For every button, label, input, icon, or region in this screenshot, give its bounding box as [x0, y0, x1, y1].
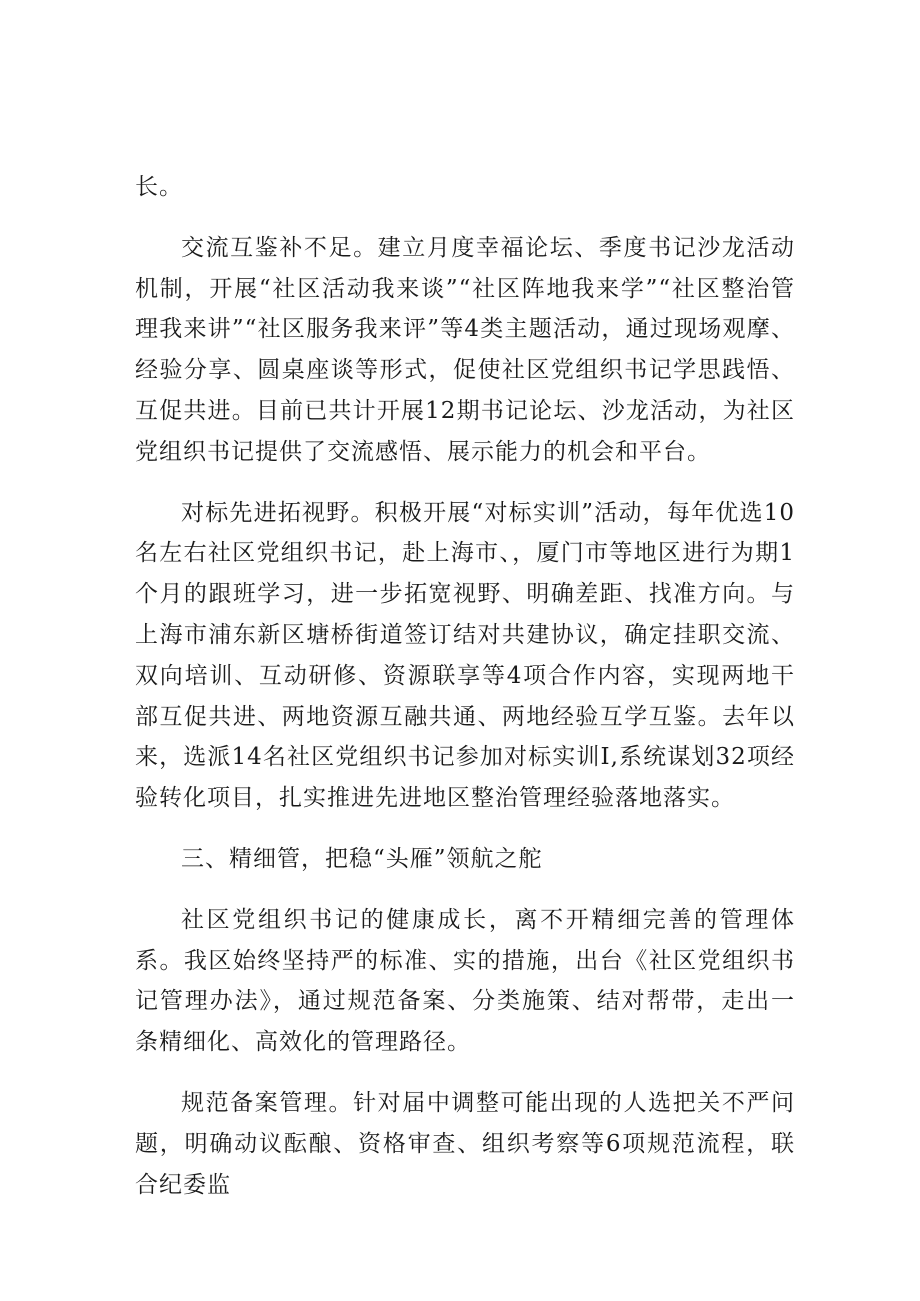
paragraph-continuation: 长。: [135, 174, 183, 200]
paragraph-filing-management: 规范备案管理。针对届中调整可能出现的人选把关不严问题，明确动议酝酿、资格审查、组织考察等6项规范流程，联合纪委监: [135, 1089, 795, 1198]
paragraph-management-intro: 社区党组织书记的健康成长，离不开精细完善的管理体系。我区始终坚持严的标准、实的措施，出台《社区党组织书记管理办法》，通过规范备案、分类施策、结对帮带，走出一条精细化、高效化的管理路径。: [135, 906, 795, 1056]
paragraph-benchmark: 对标先进拓视野。积极开展“对标实训”活动，每年优选10名左右社区党组织书记，赴上海市、，厦门市等地区进行为期1个月的跟班学习，进一步拓宽视野、明确差距、找准方向。与上海市浦东新区塘桥街道签订结对共建协议，确定挂职交流、双向培训、互动研修、资源联享等4项合作内容，实现两地干部互促共进、两地资源互融共通、两地经验互学互鉴。去年以来，选派14名社区党组织书记参加对标实训I,系统谋划32项经验转化项目，扎实推进先进地区整治管理经验落地落实。: [135, 499, 795, 812]
document-body: [135, 167, 795, 1225]
paragraph-exchange: 交流互鉴补不足。建立月度幸福论坛、季度书记沙龙活动机制，开展“社区活动我来谈”“社区阵地我来学”“社区整治管理我来讲”“社区服务我来评”等4类主题活动，通过现场观摩、经验分享、圆桌座谈等形式，促使社区党组织书记学思践悟、互促共进。目前已共计开展12期书记论坛、沙龙活动，为社区党组织书记提供了交流感悟、展示能力的机会和平台。: [135, 234, 795, 465]
section-heading: 三、精细管，把稳“头雁”领航之舵: [181, 845, 543, 872]
